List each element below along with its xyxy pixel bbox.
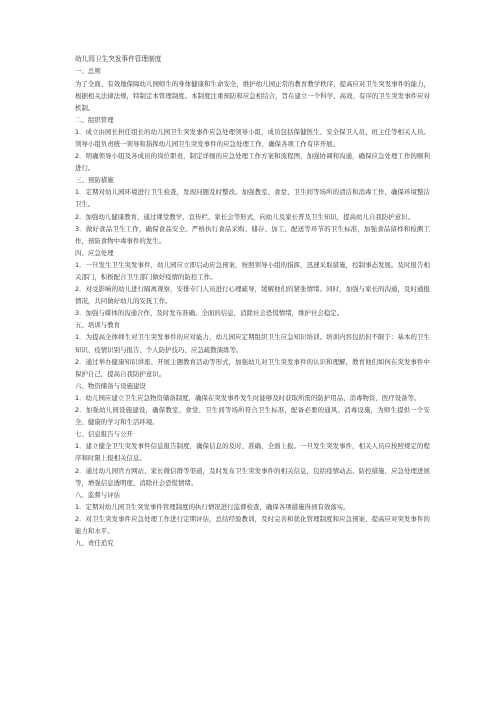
section-heading: 二、组织管理 — [75, 115, 114, 124]
section-paragraph: 3．加强与媒体的沟通合作，及时发布准确、全面的信息，消除社会恐慌情绪，维护社会稳定。 — [75, 309, 344, 318]
document-page — [75, 53, 430, 549]
section-paragraph: 2．通过举办健康知识讲座、开展主题教育活动等形式，加强幼儿对卫生突发事件的认识和理解，教育他们如何在突发事件中保护自己，提高自我防护意识。 — [75, 357, 430, 378]
section-paragraph: 2．加强幼儿园设施建设，确保教室、食堂、卫生间等场所符合卫生标准，配备必要的通风、消毒设施，为师生提供一个安全、健康的学习和生活环境。 — [75, 406, 430, 427]
document-body — [75, 65, 430, 549]
section-heading: 三、预防措施 — [75, 176, 114, 185]
section-heading: 一、总则 — [75, 67, 101, 76]
section-paragraph: 2．对卫生突发事件应急处理工作进行定期评估，总结经验教训，及时完善和优化管理制度和应急预案，提高应对突发事件的能力和水平。 — [75, 514, 430, 535]
section-paragraph: 1．成立由园长担任组长的幼儿园卫生突发事件应急处理领导小组，成员包括保健医生、安全保卫人员、班主任等相关人员。领导小组负责统一领导和指挥幼儿园卫生突发事件的应急处理工作，确保各项工作有序开展。 — [75, 127, 430, 148]
section-paragraph: 2．对受影响的幼儿进行隔离观察，安排专门人员进行心理疏导，缓解他们的紧张情绪。同时，加强与家长的沟通，及时通报情况，共同做好幼儿的安抚工作。 — [75, 285, 430, 306]
section-paragraph: 1．建立健全卫生突发事件信息报告制度，确保信息的及时、准确、全面上报。一旦发生突发事件，相关人员应按照规定的程序和时限上报相关信息。 — [75, 442, 430, 463]
section-heading: 九、责任追究 — [75, 539, 114, 548]
section-heading: 四、应急处理 — [75, 248, 114, 257]
section-paragraph: 1．定期对幼儿园卫生突发事件管理制度的执行情况进行监督检查，确保各项措施得到有效落实。 — [75, 502, 350, 511]
section-paragraph: 2．通过幼儿园官方网站、家长微信群等渠道，及时发布卫生突发事件的相关信息，包括疫情动态、防控措施、应急处理进展等，增强信息透明度，消除社会恐慌情绪。 — [75, 466, 430, 487]
section-paragraph: 1．幼儿园应建立卫生应急物资储备制度，确保在突发事件发生时能够及时获取所需的防护用品、消毒物资、医疗设备等。 — [75, 393, 421, 402]
section-heading: 八、监督与评估 — [75, 490, 121, 499]
document-title: 幼儿园卫生突发事件管理制度 — [75, 55, 162, 63]
section-heading: 六、物资储备与设施建设 — [75, 381, 146, 390]
section-paragraph: 1．一旦发生卫生突发事件，幼儿园应立即启动应急预案，按照领导小组的指挥，迅速采取措施，控制事态发展。及时报告相关部门，积极配合卫生部门做好疫情的防控工作。 — [75, 260, 430, 281]
section-heading: 五、培训与教育 — [75, 321, 121, 330]
section-paragraph: 2．加强幼儿健康教育，通过课堂教学、宣传栏、家长会等形式，向幼儿及家长普及卫生知识，提高幼儿自我防护意识。 — [75, 212, 415, 221]
section-paragraph: 1．为提高全体师生对卫生突发事件的应对能力，幼儿园应定期组织卫生应急知识培训。培训内容包括但不限于：基本的卫生知识、疫情识别与报告、个人防护技巧、应急疏散演练等。 — [75, 333, 430, 354]
section-paragraph: 3．做好食品卫生工作，确保食品安全。严格执行食品采购、储存、加工、配送等环节的卫生标准，加强食品留样和检测工作，预防食物中毒事件的发生。 — [75, 224, 430, 245]
section-paragraph: 1．定期对幼儿园环境进行卫生检查，发现问题及时整改。加强教室、食堂、卫生间等场所的清洁和消毒工作，确保环境整洁卫生。 — [75, 188, 430, 209]
section-paragraph: 2．明确领导小组及各成员的岗位职责，制定详细的应急处理工作方案和流程图，加强协调和沟通，确保应急处理工作的顺利进行。 — [75, 152, 430, 173]
section-heading: 七、信息报告与公开 — [75, 430, 133, 439]
section-paragraph: 为了全面、有效地保障幼儿园师生的身体健康和生命安全，维护幼儿园正常的教育教学秩序，提高应对卫生突发事件的能力，根据相关法律法规，特制定本管理制度。本制度注重预防和应急相结合，旨在建立一个科学、高效、有序的卫生突发事件应对机制。 — [75, 79, 430, 112]
